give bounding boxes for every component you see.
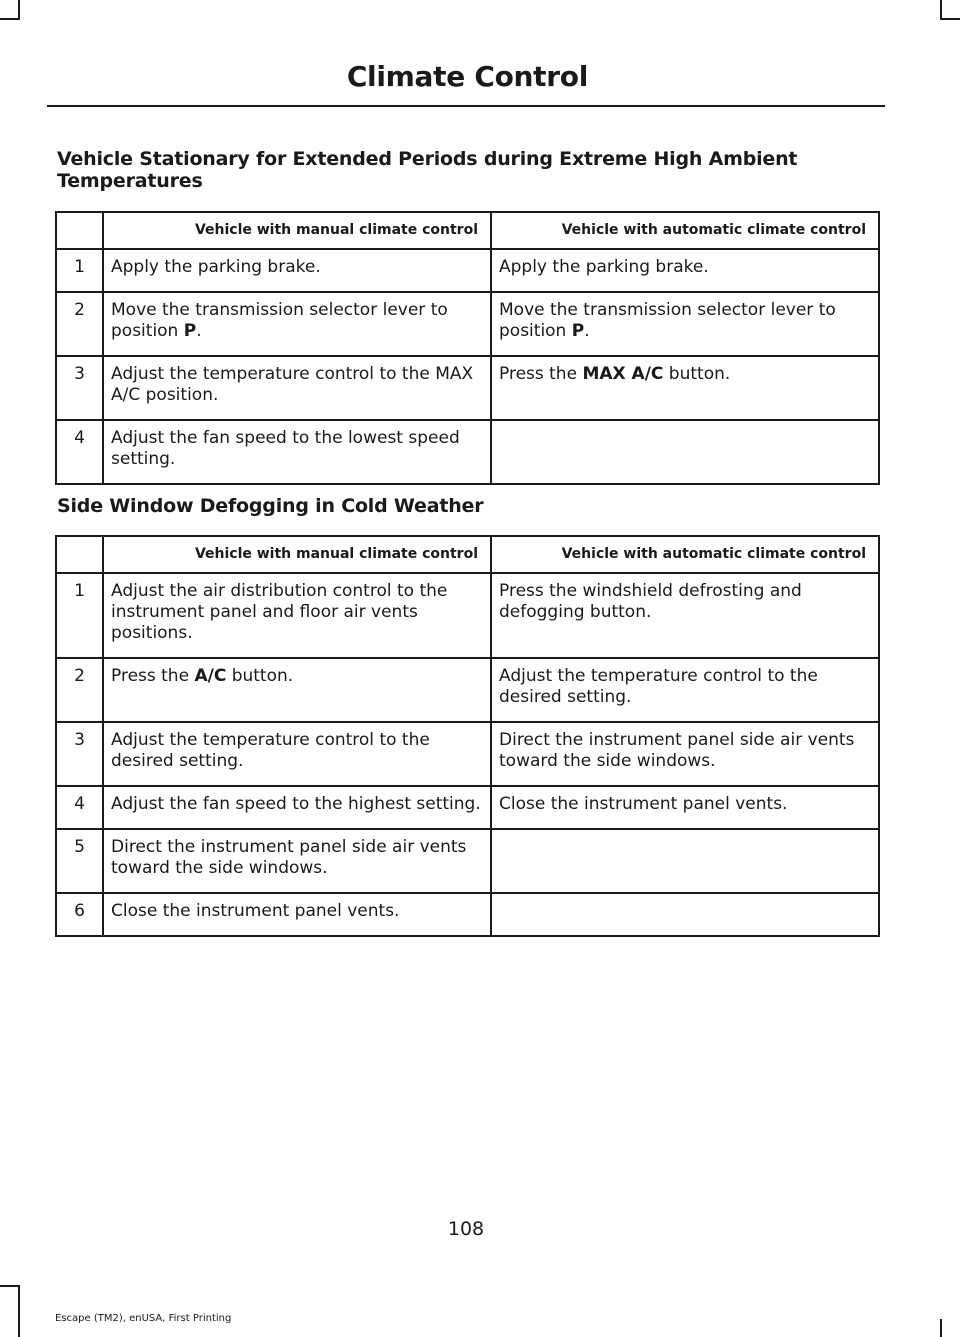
- footer-text: Escape (TM2), enUSA, First Printing: [55, 1313, 232, 1324]
- table-row: [56, 786, 879, 829]
- step-text-emphasis: P: [571, 321, 585, 341]
- table-row: [56, 893, 879, 936]
- manual-step: Adjust the temperature control to the desired setting.: [103, 722, 491, 786]
- crop-mark: [940, 18, 960, 20]
- table-row: [56, 356, 879, 420]
- table-row: [56, 722, 879, 786]
- table-row: [56, 573, 879, 658]
- column-header-number: [56, 536, 103, 573]
- manual-step: Direct the instrument panel side air vents toward the side windows.: [103, 829, 491, 893]
- step-number: 1: [56, 573, 103, 658]
- table-row: [56, 249, 879, 292]
- automatic-step: [491, 292, 879, 356]
- table-row: [56, 292, 879, 356]
- crop-mark: [0, 1285, 20, 1287]
- crop-mark: [18, 0, 20, 20]
- step-text-emphasis: P: [183, 321, 197, 341]
- step-text: Press the: [111, 666, 195, 686]
- automatic-step: [491, 829, 879, 893]
- automatic-step: Close the instrument panel vents.: [491, 786, 879, 829]
- procedure-table: [55, 535, 880, 937]
- step-text: .: [196, 321, 202, 341]
- table-header-row: [56, 212, 879, 249]
- step-text: button.: [663, 364, 731, 384]
- manual-step: Close the instrument panel vents.: [103, 893, 491, 936]
- crop-mark: [940, 1319, 942, 1337]
- procedure-table: [55, 211, 880, 485]
- manual-step: Adjust the temperature control to the MAX A/C position.: [103, 356, 491, 420]
- step-number: 2: [56, 292, 103, 356]
- page-title: Climate Control: [346, 60, 588, 93]
- automatic-step: Direct the instrument panel side air vents toward the side windows.: [491, 722, 879, 786]
- table-header-row: [56, 536, 879, 573]
- step-text: button.: [226, 666, 294, 686]
- manual-step: Adjust the fan speed to the lowest speed setting.: [103, 420, 491, 484]
- step-number: 4: [56, 786, 103, 829]
- page-number: 108: [447, 1218, 485, 1240]
- automatic-step: [491, 356, 879, 420]
- column-header-automatic: Vehicle with automatic climate control: [491, 536, 879, 573]
- step-text: Press the: [499, 364, 583, 384]
- header-rule: [47, 105, 885, 107]
- table-row: [56, 420, 879, 484]
- column-header-number: [56, 212, 103, 249]
- section-heading: Side Window Defogging in Cold Weather: [57, 495, 484, 517]
- step-text: Move the transmission selector lever to position: [111, 300, 448, 341]
- manual-step: Apply the parking brake.: [103, 249, 491, 292]
- automatic-step: [491, 893, 879, 936]
- manual-step: [103, 292, 491, 356]
- step-text: Move the transmission selector lever to position: [499, 300, 836, 341]
- manual-step: Adjust the air distribution control to the instrument panel and floor air vents positions.: [103, 573, 491, 658]
- automatic-step: Press the windshield defrosting and defogging button.: [491, 573, 879, 658]
- automatic-step: [491, 420, 879, 484]
- step-number: 6: [56, 893, 103, 936]
- automatic-step: Adjust the temperature control to the desired setting.: [491, 658, 879, 722]
- manual-step: [103, 658, 491, 722]
- step-number: 1: [56, 249, 103, 292]
- step-text-emphasis: MAX A/C: [582, 364, 664, 384]
- step-number: 4: [56, 420, 103, 484]
- step-number: 2: [56, 658, 103, 722]
- manual-step: Adjust the fan speed to the highest setting.: [103, 786, 491, 829]
- crop-mark: [0, 18, 20, 20]
- crop-mark: [940, 0, 942, 20]
- step-number: 3: [56, 722, 103, 786]
- table-row: [56, 658, 879, 722]
- step-number: 5: [56, 829, 103, 893]
- crop-mark: [18, 1285, 20, 1337]
- column-header-manual: Vehicle with manual climate control: [103, 212, 491, 249]
- automatic-step: Apply the parking brake.: [491, 249, 879, 292]
- section-heading: Vehicle Stationary for Extended Periods during Extreme High Ambient Temperatures: [57, 148, 798, 192]
- step-text: .: [584, 321, 590, 341]
- table-row: [56, 829, 879, 893]
- step-text-emphasis: A/C: [194, 666, 227, 686]
- step-number: 3: [56, 356, 103, 420]
- column-header-manual: Vehicle with manual climate control: [103, 536, 491, 573]
- column-header-automatic: Vehicle with automatic climate control: [491, 212, 879, 249]
